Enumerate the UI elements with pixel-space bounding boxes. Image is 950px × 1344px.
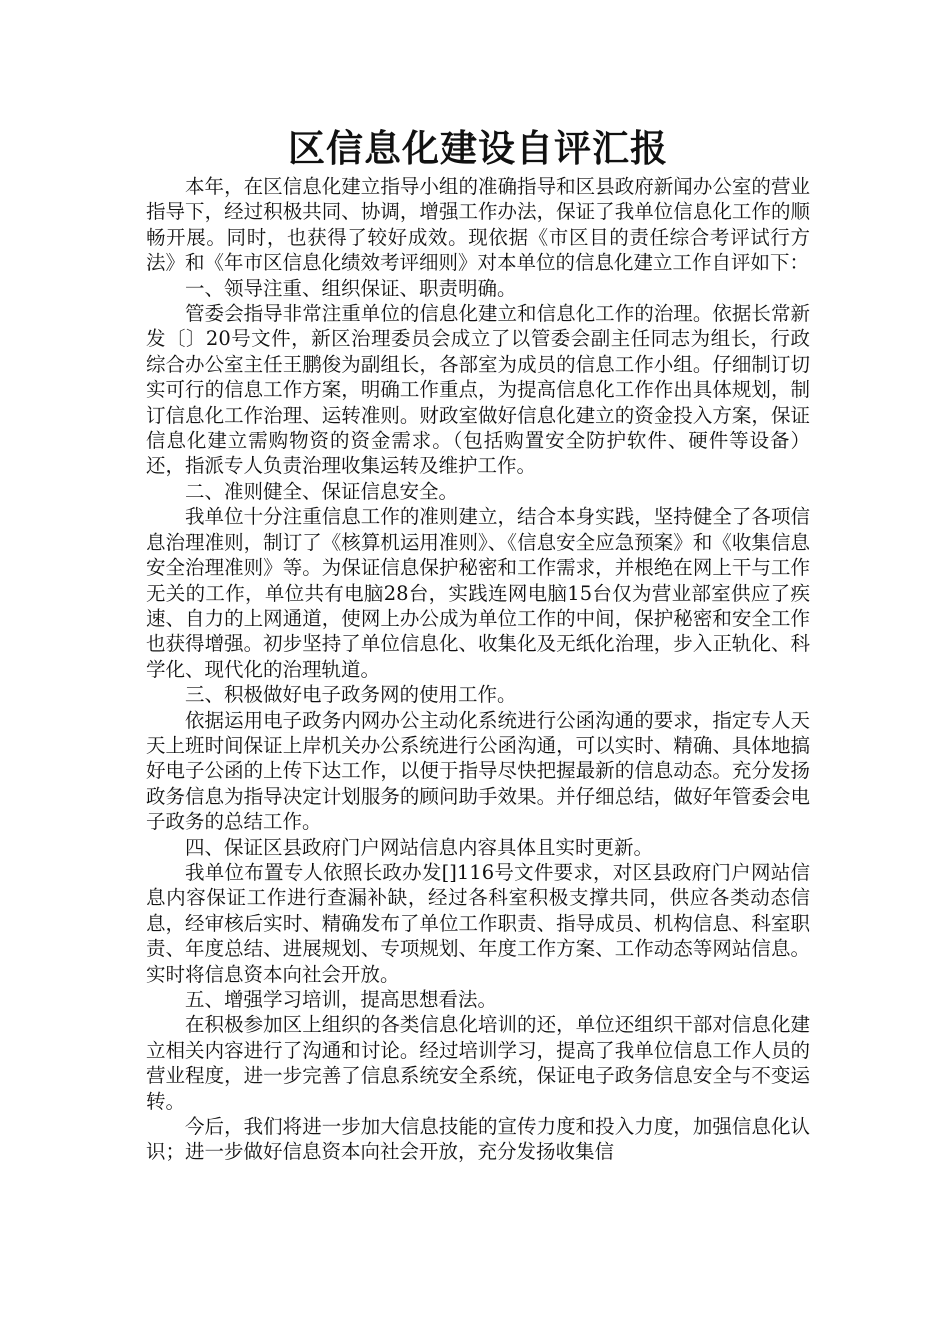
paragraph-section-2: 我单位十分注重信息工作的准则建立，结合本身实践，坚持健全了各项信息治理准则，制订了《核算机运用准则》、《信息安全应急预案》和《收集信息安全治理准则》等。为保证信息保护秘密和工作需求，并根绝在网上干与工作无关的工作，单位共有电脑28台，实践连网电脑15台仅为营业部室供应了疾速、自力的上网通道，使网上办公成为单位工作的中间，保护秘密和安全工作也获得增强。初步坚持了单位信息化、收集化及无纸化治理，步入正轨化、科学化、现代化的治理轨道。 [146,505,810,681]
paragraph-section-5: 在积极参加区上组织的各类信息化培训的还，单位还组织干部对信息化建立相关内容进行了沟通和讨论。经过培训学习，提高了我单位信息工作人员的营业程度，进一步完善了信息系统安全系统，保证电子政务信息安全与不变运转。 [146,1013,810,1113]
section-heading-2: 二、准则健全、保证信息安全。 [185,479,459,503]
section-heading-3: 三、积极做好电子政务网的使用工作。 [185,683,517,707]
document-title: 区信息化建设自评汇报 [288,126,668,170]
paragraph-section-1: 管委会指导非常注重单位的信息化建立和信息化工作的治理。依据长常新发〔〕20号文件，新区治理委员会成立了以管委会副主任同志为组长，行政综合办公室主任王鹏俊为副组长，各部室为成员的信息工作小组。仔细制订切实可行的信息工作方案，明确工作重点，为提高信息化工作作出具体规划，制订信息化工作治理、运转准则。财政室做好信息化建立的资金投入方案，保证信息化建立需购物资的资金需求。（包括购置安全防护软件、硬件等设备）还，指派专人负责治理收集运转及维护工作。 [146,302,810,478]
paragraph-intro: 本年，在区信息化建立指导小组的准确指导和区县政府新闻办公室的营业指导下，经过积极共同、协调，增强工作办法，保证了我单位信息化工作的顺畅开展。同时，也获得了较好成效。现依据《市区目的责任综合考评试行方法》和《年市区信息化绩效考评细则》对本单位的信息化建立工作自评如下： [146,175,810,275]
document-page [146,122,810,1165]
section-heading-4: 四、保证区县政府门户网站信息内容具体且实时更新。 [185,835,654,859]
section-heading-1: 一、领导注重、组织保证、职责明确。 [185,276,517,300]
paragraph-section-4: 我单位布置专人依照长政办发[]116号文件要求，对区县政府门户网站信息内容保证工作进行查漏补缺，经过各科室积极支撑共同，供应各类动态信息，经审核后实时、精确发布了单位工作职责、指导成员、机构信息、科室职责、年度总结、进展规划、专项规划、年度工作方案、工作动态等网站信息。实时将信息资本向社会开放。 [146,860,810,986]
paragraph-conclusion: 今后，我们将进一步加大信息技能的宣传力度和投入力度，加强信息化认识；进一步做好信息资本向社会开放，充分发扬收集信 [146,1115,810,1164]
section-heading-5: 五、增强学习培训，提高思想看法。 [185,988,498,1011]
paragraph-section-3: 依据运用电子政务内网办公主动化系统进行公函沟通的要求，指定专人天天上班时间保证上岸机关办公系统进行公函沟通，可以实时、精确、具体地搞好电子公函的上传下达工作，以便于指导尽快把握最新的信息动态。充分发扬政务信息为指导决定计划服务的顾问助手效果。并仔细总结，做好年管委会电子政务的总结工作。 [146,708,810,834]
